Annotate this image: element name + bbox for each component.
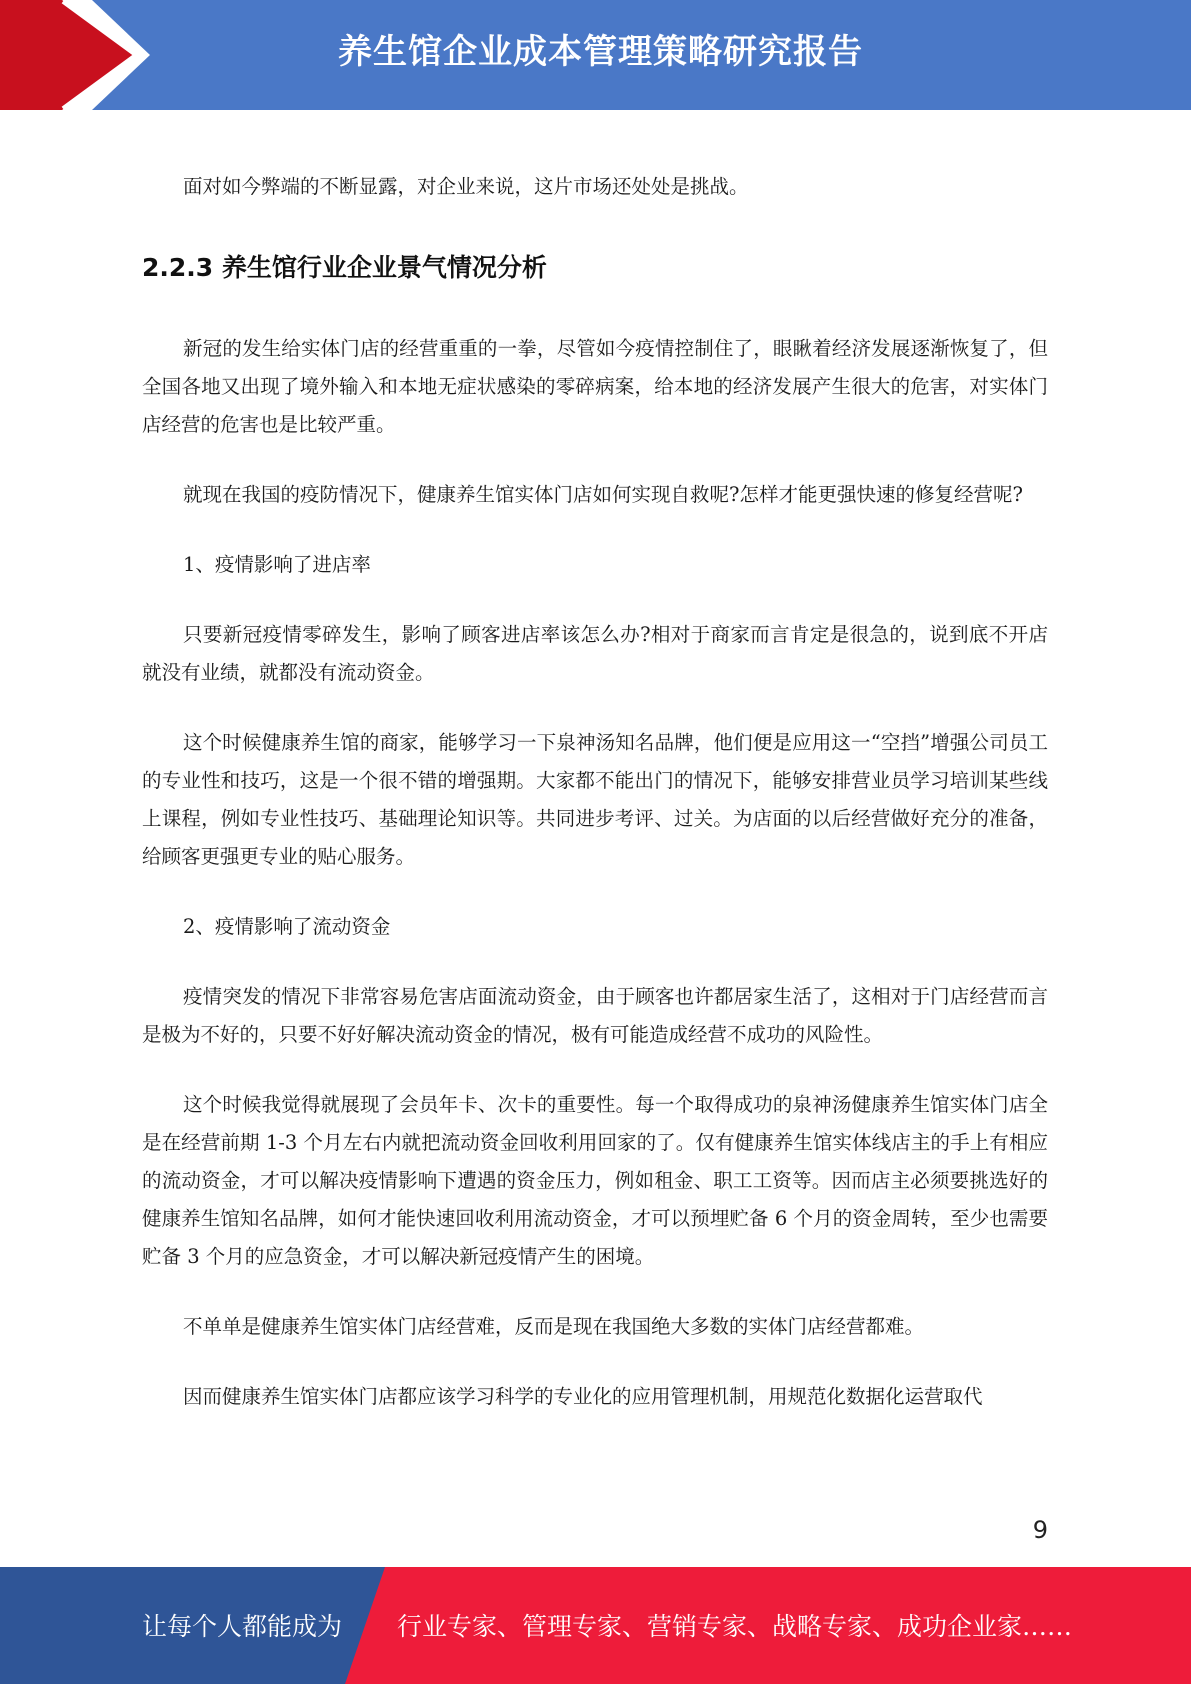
paragraph: 因而健康养生馆实体门店都应该学习科学的专业化的应用管理机制，用规范化数据化运营取代 [183, 1385, 983, 1408]
paragraph: 就现在我国的疫防情况下，健康养生馆实体门店如何实现自救呢?怎样才能更强快速的修复经营呢? [183, 483, 1023, 506]
report-title: 养生馆企业成本管理策略研究报告 [338, 32, 863, 72]
section-heading: 2.2.3 养生馆行业企业景气情况分析 [142, 253, 547, 282]
paragraph: 这个时候健康养生馆的商家，能够学习一下泉神汤知名品牌，他们便是应用这一“空挡”增强公司员工的专业性和技巧，这是一个很不错的增强期。大家都不能出门的情况下，能够安排营业员学习培训某些线上课程，例如专业性技巧、基础理论知识等。共同进步考评、过关。为店面的以后经营做好充分的准备，给顾客更强更专业的贴心服务。 [142, 731, 1048, 868]
paragraph: 疫情突发的情况下非常容易危害店面流动资金，由于顾客也许都居家生活了，这相对于门店经营而言是极为不好的，只要不好好解决流动资金的情况，极有可能造成经营不成功的风险性。 [142, 985, 1048, 1046]
subheading-item: 2、疫情影响了流动资金 [183, 915, 391, 938]
intro-paragraph: 面对如今弊端的不断显露，对企业来说，这片市场还处处是挑战。 [183, 175, 749, 198]
paragraph: 只要新冠疫情零碎发生，影响了顾客进店率该怎么办?相对于商家而言肯定是很急的，说到底不开店就没有业绩，就都没有流动资金。 [142, 623, 1048, 684]
paragraph: 新冠的发生给实体门店的经营重重的一拳，尽管如今疫情控制住了，眼瞅着经济发展逐渐恢复了，但全国各地又出现了境外输入和本地无症状感染的零碎病案，给本地的经济发展产生很大的危害，对实体门店经营的危害也是比较严重。 [142, 337, 1048, 436]
paragraph: 不单单是健康养生馆实体门店经营难，反而是现在我国绝大多数的实体门店经营都难。 [183, 1315, 925, 1338]
subheading-item: 1、疫情影响了进店率 [183, 553, 371, 576]
footer-slogan-left: 让每个人都能成为 [142, 1612, 343, 1641]
page-number: 9 [1032, 1516, 1048, 1544]
page-footer-band [0, 1567, 1191, 1684]
paragraph: 这个时候我觉得就展现了会员年卡、次卡的重要性。每一个取得成功的泉神汤健康养生馆实体门店全是在经营前期 1-3 个月左右内就把流动资金回收利用回家的了。仅有健康养生馆实体线店主的手上有相应的流动资金，才可以解决疫情影响下遭遇的资金压力，例如租金、职工工资等。因而店主必须要挑选好的健康养生馆知名品牌，如何才能快速回收利用流动资金，才可以预埋贮备 6 个月的资金周转，至少也需要贮备 3 个月的应急资金，才可以解决新冠疫情产生的困境。 [142, 1093, 1048, 1268]
page-header-band [0, 0, 1191, 110]
document-body [142, 168, 1048, 1416]
footer-slogan-right: 行业专家、管理专家、营销专家、战略专家、成功企业家…… [397, 1612, 1073, 1641]
